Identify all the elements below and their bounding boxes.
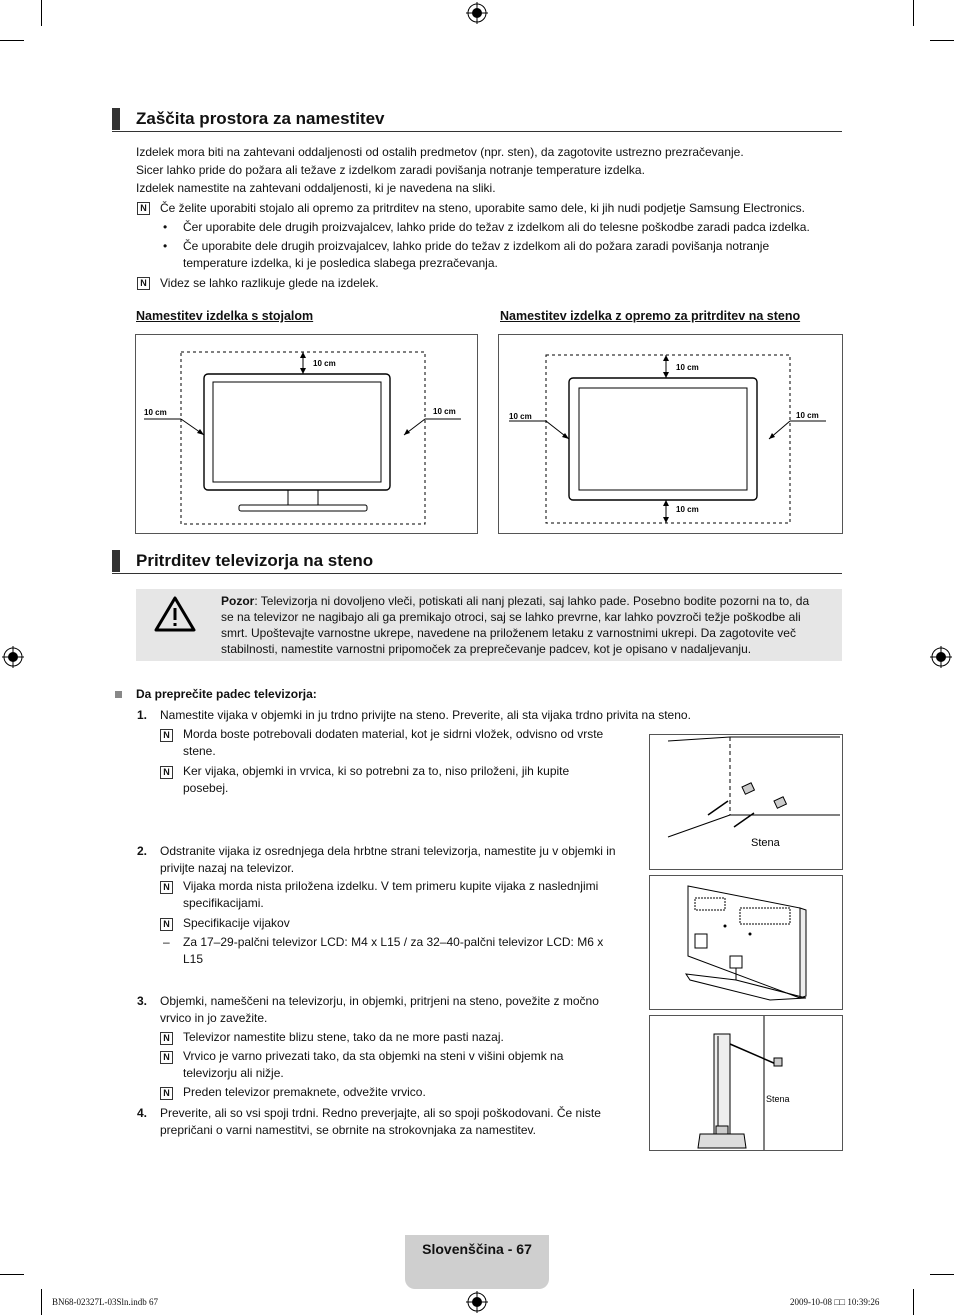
dim-label-left: 10 cm <box>509 412 532 421</box>
spec-text: Za 17–29-palčni televizor LCD: M4 x L15 / za 32–40-palčni televizor LCD: M6 x <box>183 935 604 949</box>
crop-mark <box>0 1274 24 1275</box>
section-bar <box>112 550 120 572</box>
crop-mark <box>41 0 42 26</box>
figure-wall-brackets <box>649 734 843 870</box>
step-text: Namestite vijaka v objemki in ju trdno privijte na steno. Preverite, ali sta vijaka trdno privita na steno. <box>160 708 691 722</box>
figure-stand-clearance <box>135 334 478 534</box>
step-text: Odstranite vijaka iz osrednjega dela hrbtne strani televizorja, namestite ju v objemki in <box>160 844 616 858</box>
caution-line: se na televizor ne nagibajo ali ga premikajo otroci, saj se lahko prevrne, kar lahko povzroči težje poškodbe ali <box>221 610 801 624</box>
footer-date: 2009-10-08 □□ 10:39:26 <box>790 1297 880 1307</box>
bullet-icon: • <box>163 220 168 234</box>
note-icon: N <box>160 1032 173 1045</box>
tv-back-illustration <box>650 876 842 1009</box>
registration-mark-icon <box>466 2 488 24</box>
tv-stand-diagram <box>136 335 477 533</box>
note-text: posebej. <box>183 781 229 795</box>
caution-line: smrt. Upoštevajte varnostne ukrepe, navedene na priloženem letaku z varnostnimi ukrepi. Da zagotovite več <box>221 626 796 640</box>
bullet-text: Čer uporabite dele drugih proizvajalcev, lahko pride do težav z izdelkom ali do telesne poškodbe zaradi padca izdelka. <box>183 220 810 234</box>
note-icon: N <box>160 1051 173 1064</box>
note-text: Preden televizor premaknete, odvežite vrvico. <box>183 1085 426 1099</box>
caution-line: stabilnosti, namestite varnostni pripomoček za preprečevanje padcev, kot je opisano v nadaljevanju. <box>221 642 752 656</box>
dim-label-top: 10 cm <box>676 363 699 372</box>
figure-title-wall-mount: Namestitev izdelka z opremo za pritrditev na steno <box>500 309 801 323</box>
caution-label: Pozor <box>221 594 255 608</box>
page-number: Slovenščina - 67 <box>422 1241 532 1257</box>
tv-wall-diagram <box>499 335 842 533</box>
warning-triangle-icon <box>154 595 196 633</box>
wall-label: Stena <box>751 837 780 849</box>
registration-mark-icon <box>466 1291 488 1313</box>
figure-tv-back <box>649 875 843 1010</box>
step-number: 4. <box>137 1106 148 1120</box>
caution-line <box>221 593 809 610</box>
crop-mark <box>41 1289 42 1315</box>
footer-file: BN68-02327L-03Sln.indb 67 <box>52 1297 159 1307</box>
step-text: vrvico in jo zavežite. <box>160 1011 268 1025</box>
crop-mark <box>0 40 24 41</box>
steps-heading: Da preprečite padec televizorja: <box>136 687 317 701</box>
note-icon: N <box>160 1087 173 1100</box>
bullet-text: Če uporabite dele drugih proizvajalcev, lahko pride do težav z izdelkom ali do požara zaradi povišanja notranje <box>183 239 770 253</box>
dim-label-top: 10 cm <box>313 359 336 368</box>
note-text: Videz se lahko razlikuje glede na izdelek. <box>160 276 379 290</box>
step-text: Objemki, nameščeni na televizorju, in objemki, pritrjeni na steno, povežite z močno <box>160 994 599 1008</box>
dim-label-right: 10 cm <box>796 411 819 420</box>
dim-label-left: 10 cm <box>144 408 167 417</box>
paragraph: Sicer lahko pride do požara ali težave z izdelkom zaradi povišanja notranje temperature izdelka. <box>136 163 645 177</box>
section-bar <box>112 108 120 130</box>
note-icon: N <box>137 202 150 215</box>
note-icon: N <box>160 881 173 894</box>
note-text: Morda boste potrebovali dodaten material, kot je sidrni vložek, odvisno od vrste <box>183 727 604 741</box>
paragraph: Izdelek namestite na zahtevani oddaljenosti, ki je navedena na sliki. <box>136 181 496 195</box>
crop-mark <box>913 1289 914 1315</box>
figure-tv-side <box>649 1015 843 1151</box>
spec-text: L15 <box>183 952 204 966</box>
section-title-text: Pritrditev televizorja na steno <box>136 551 374 570</box>
figure-wall-mount-clearance <box>498 334 843 534</box>
crop-mark <box>930 1274 954 1275</box>
step-text: Preverite, ali so vsi spoji trdni. Redno preverjajte, ali so spoji poškodovani. Če niste <box>160 1106 601 1120</box>
note-text: Ker vijaka, objemki in vrvica, ki so potrebni za to, niso priloženi, jih kupite <box>183 764 570 778</box>
dim-label-right: 10 cm <box>433 407 456 416</box>
step-number: 2. <box>137 844 148 858</box>
figure-title-stand: Namestitev izdelka s stojalom <box>136 309 314 323</box>
note-text: Specifikacije vijakov <box>183 916 290 930</box>
crop-mark <box>913 0 914 26</box>
note-icon: N <box>160 729 173 742</box>
dash-bullet: – <box>163 935 170 949</box>
tv-side-illustration <box>650 1016 842 1150</box>
dim-label-bottom: 10 cm <box>676 505 699 514</box>
note-text: televizorju ali nižje. <box>183 1066 284 1080</box>
square-bullet-icon <box>115 691 122 698</box>
wall-bracket-illustration <box>650 735 842 869</box>
note-text: Če želite uporabiti stojalo ali opremo za pritrditev na steno, uporabite samo dele, ki jih nudi podjetje Samsung Electronics. <box>160 201 806 215</box>
crop-mark <box>930 40 954 41</box>
note-icon: N <box>160 766 173 779</box>
note-icon: N <box>137 277 150 290</box>
note-text: Televizor namestite blizu stene, tako da ne more pasti nazaj. <box>183 1030 504 1044</box>
divider <box>112 573 842 574</box>
paragraph: Izdelek mora biti na zahtevani oddaljenosti od ostalih predmetov (npr. sten), da zagotovite ustrezno prezračevanje. <box>136 145 744 159</box>
note-icon: N <box>160 918 173 931</box>
caution-text: : Televizorja ni dovoljeno vleči, potiskati ali nanj plezati, saj lahko pade. Posebno bodite pozorni na to, da <box>254 594 810 608</box>
registration-mark-icon <box>2 646 24 668</box>
page-number-tab <box>405 1235 549 1289</box>
note-text: Vrvico je varno privezati tako, da sta objemki na steni v višini objemk na <box>183 1049 564 1063</box>
note-text: Vijaka morda nista priložena izdelku. V tem primeru kupite vijaka z naslednjimi <box>183 879 599 893</box>
bullet-text: temperature izdelka, ki je posledica slabega prezračevanja. <box>183 256 498 270</box>
caution-box <box>136 589 842 661</box>
bullet-icon: • <box>163 239 168 253</box>
divider <box>112 131 842 132</box>
step-text: prepričani o varni namestitvi, se obrnite na strokovnjaka za namestitev. <box>160 1123 536 1137</box>
step-text: privijte nazaj na televizor. <box>160 861 295 875</box>
step-number: 1. <box>137 708 148 722</box>
wall-label: Stena <box>766 1094 790 1104</box>
section-title-text: Zaščita prostora za namestitev <box>136 109 385 128</box>
step-number: 3. <box>137 994 148 1008</box>
registration-mark-icon <box>930 646 952 668</box>
note-text: specifikacijami. <box>183 896 264 910</box>
note-text: stene. <box>183 744 216 758</box>
